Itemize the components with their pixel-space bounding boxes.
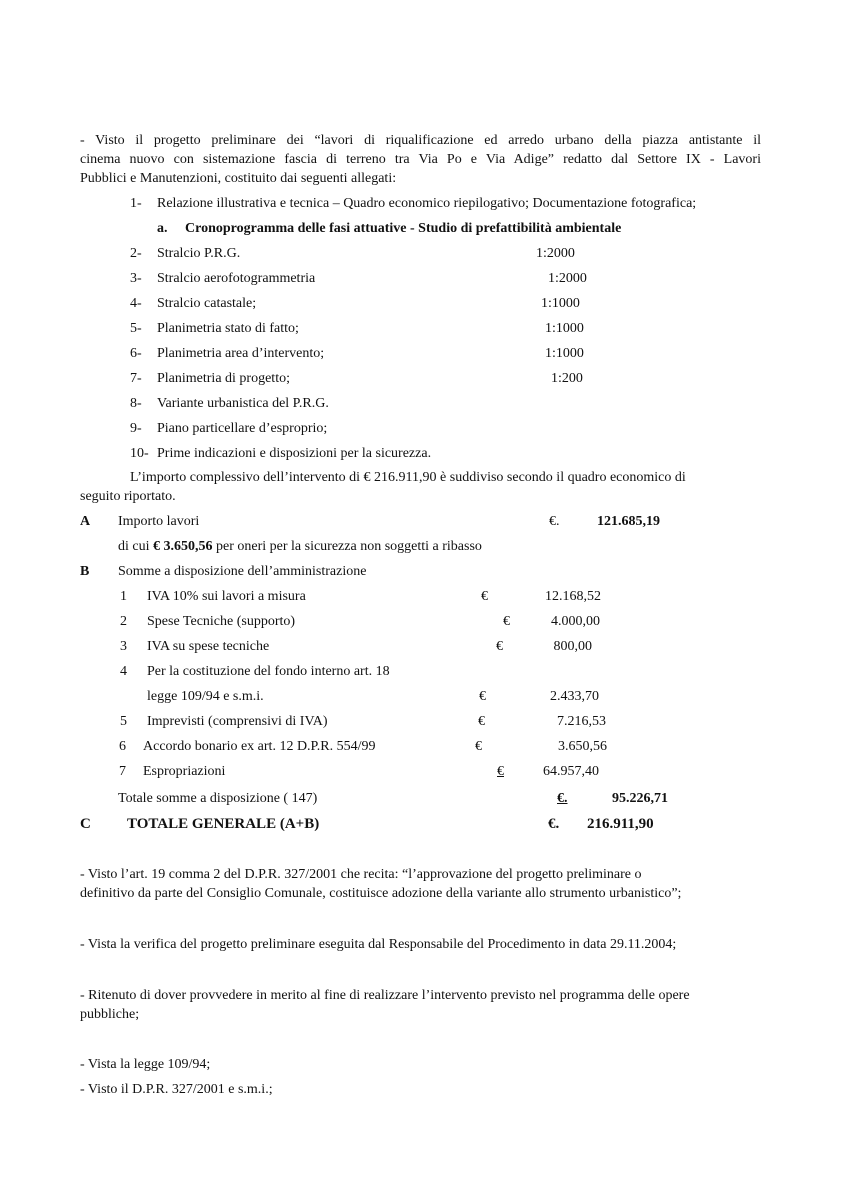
ritenuto-line: pubbliche;	[80, 1007, 140, 1022]
item-currency: €	[497, 764, 504, 779]
list-item-number: a.	[157, 221, 168, 236]
item-number: 7	[119, 764, 126, 779]
list-item-scale: 1:1000	[545, 346, 584, 361]
section-a-amount: 121.685,19	[597, 514, 660, 529]
verifica-paragraph: - Vista la verifica del progetto preliminare eseguita dal Responsabile del Procedimento in data 29.11.2004;	[80, 937, 677, 952]
item-number: 6	[119, 739, 126, 754]
list-item-number: 3-	[130, 271, 142, 286]
section-b-label: Somme a disposizione dell’amministrazione	[118, 564, 367, 579]
item-label: Accordo bonario ex art. 12 D.P.R. 554/99	[143, 739, 376, 754]
item-label: Espropriazioni	[143, 764, 226, 779]
item-currency: €	[479, 689, 486, 704]
section-a-currency: €.	[549, 514, 560, 529]
list-item-scale: 1:200	[551, 371, 583, 386]
section-a-letter: A	[80, 514, 91, 529]
dpr-paragraph: - Visto il D.P.R. 327/2001 e s.m.i.;	[80, 1082, 273, 1097]
item-number: 2	[120, 614, 127, 629]
note-suffix: per oneri per la sicurezza non soggetti a ribasso	[216, 539, 482, 554]
item-label: Per la costituzione del fondo interno art. 18	[147, 664, 390, 679]
total-amount-underlined	[557, 790, 668, 808]
intro-line: Pubblici e Manutenzioni, costituito dai seguenti allegati:	[80, 171, 397, 186]
legge-paragraph: - Vista la legge 109/94;	[80, 1057, 211, 1072]
section-c-letter: C	[80, 816, 91, 832]
list-item-label: Stralcio P.R.G.	[157, 246, 241, 261]
section-c-label: TOTALE GENERALE (A+B)	[127, 816, 320, 832]
item-label: IVA su spese tecniche	[147, 639, 270, 654]
list-item-number: 9-	[130, 421, 142, 436]
art19-line: - Visto l’art. 19 comma 2 del D.P.R. 327/2001 che recita: “l’approvazione del progetto preliminare o	[80, 867, 642, 882]
section-a-label: Importo lavori	[118, 514, 200, 529]
list-item-number: 2-	[130, 246, 142, 261]
list-item-label: Prime indicazioni e disposizioni per la sicurezza.	[157, 446, 432, 461]
item-amount: 64.957,40	[543, 764, 599, 779]
list-item-number: 5-	[130, 321, 142, 336]
note-prefix: di cui	[118, 539, 150, 554]
list-item-scale: 1:1000	[545, 321, 584, 336]
list-item-label: Cronoprogramma delle fasi attuative - Studio di prefattibilità ambientale	[185, 221, 622, 236]
item-currency: €	[496, 639, 503, 654]
list-item-number: 1-	[130, 196, 142, 211]
item-label: legge 109/94 e s.m.i.	[147, 689, 264, 704]
item-currency: €	[475, 739, 482, 754]
list-item-number: 10-	[130, 446, 149, 461]
list-item-label: Variante urbanistica del P.R.G.	[157, 396, 329, 411]
list-item-label: Relazione illustrativa e tecnica – Quadro economico riepilogativo; Documentazione fotografica;	[157, 196, 697, 211]
section-a-note	[118, 538, 482, 556]
list-item-number: 7-	[130, 371, 142, 386]
intro-line: cinema nuovo con sistemazione fascia di terreno tra Via Po e Via Adige” redatto dal Settore IX - Lavori	[80, 152, 761, 167]
list-item-label: Stralcio aerofotogrammetria	[157, 271, 316, 286]
list-item-label: Planimetria area d’intervento;	[157, 346, 325, 361]
item-amount: 3.650,56	[558, 739, 607, 754]
item-amount: 4.000,00	[551, 614, 600, 629]
list-item-label: Piano particellare d’esproprio;	[157, 421, 328, 436]
list-item-scale: 1:1000	[541, 296, 580, 311]
item-amount: 7.216,53	[557, 714, 606, 729]
total-currency: €.	[557, 791, 568, 806]
list-item-number: 4-	[130, 296, 142, 311]
list-item-scale: 1:2000	[536, 246, 575, 261]
art19-line: definitivo da parte del Consiglio Comunale, costituisce adozione della variante allo strumento urbanistico”;	[80, 886, 682, 901]
total-amount: 95.226,71	[612, 791, 668, 806]
list-item-label: Planimetria stato di fatto;	[157, 321, 299, 336]
item-amount: 800,00	[553, 639, 592, 654]
list-item-number: 8-	[130, 396, 142, 411]
item-currency: €	[478, 714, 485, 729]
item-number: 5	[120, 714, 127, 729]
list-item-label: Stralcio catastale;	[157, 296, 257, 311]
item-label: IVA 10% sui lavori a misura	[147, 589, 306, 604]
importo-line: seguito riportato.	[80, 489, 176, 504]
item-number: 3	[120, 639, 127, 654]
item-amount: 12.168,52	[545, 589, 601, 604]
item-currency: €	[503, 614, 510, 629]
section-b-letter: B	[80, 564, 90, 579]
list-item-number: 6-	[130, 346, 142, 361]
item-amount: 2.433,70	[550, 689, 599, 704]
item-label: Imprevisti (comprensivi di IVA)	[147, 714, 328, 729]
item-number: 1	[120, 589, 127, 604]
total-label: Totale somme a disposizione ( 147)	[118, 791, 318, 806]
ritenuto-line: - Ritenuto di dover provvedere in merito al fine di realizzare l’intervento previsto nel programma delle opere	[80, 988, 690, 1003]
importo-line: L’importo complessivo dell’intervento di € 216.911,90 è suddiviso secondo il quadro economico di	[130, 470, 686, 485]
note-amount: € 3.650,56	[153, 539, 213, 554]
item-label: Spese Tecniche (supporto)	[147, 614, 296, 629]
section-c-amount: 216.911,90	[587, 816, 654, 832]
section-c-currency: €.	[548, 816, 560, 832]
item-amount-underlined	[497, 763, 599, 781]
item-number: 4	[120, 664, 127, 679]
list-item-scale: 1:2000	[548, 271, 587, 286]
intro-line: - Visto il progetto preliminare dei “lavori di riqualificazione ed arredo urbano della piazza antistante il	[80, 133, 761, 148]
list-item-label: Planimetria di progetto;	[157, 371, 290, 386]
item-currency: €	[481, 589, 488, 604]
